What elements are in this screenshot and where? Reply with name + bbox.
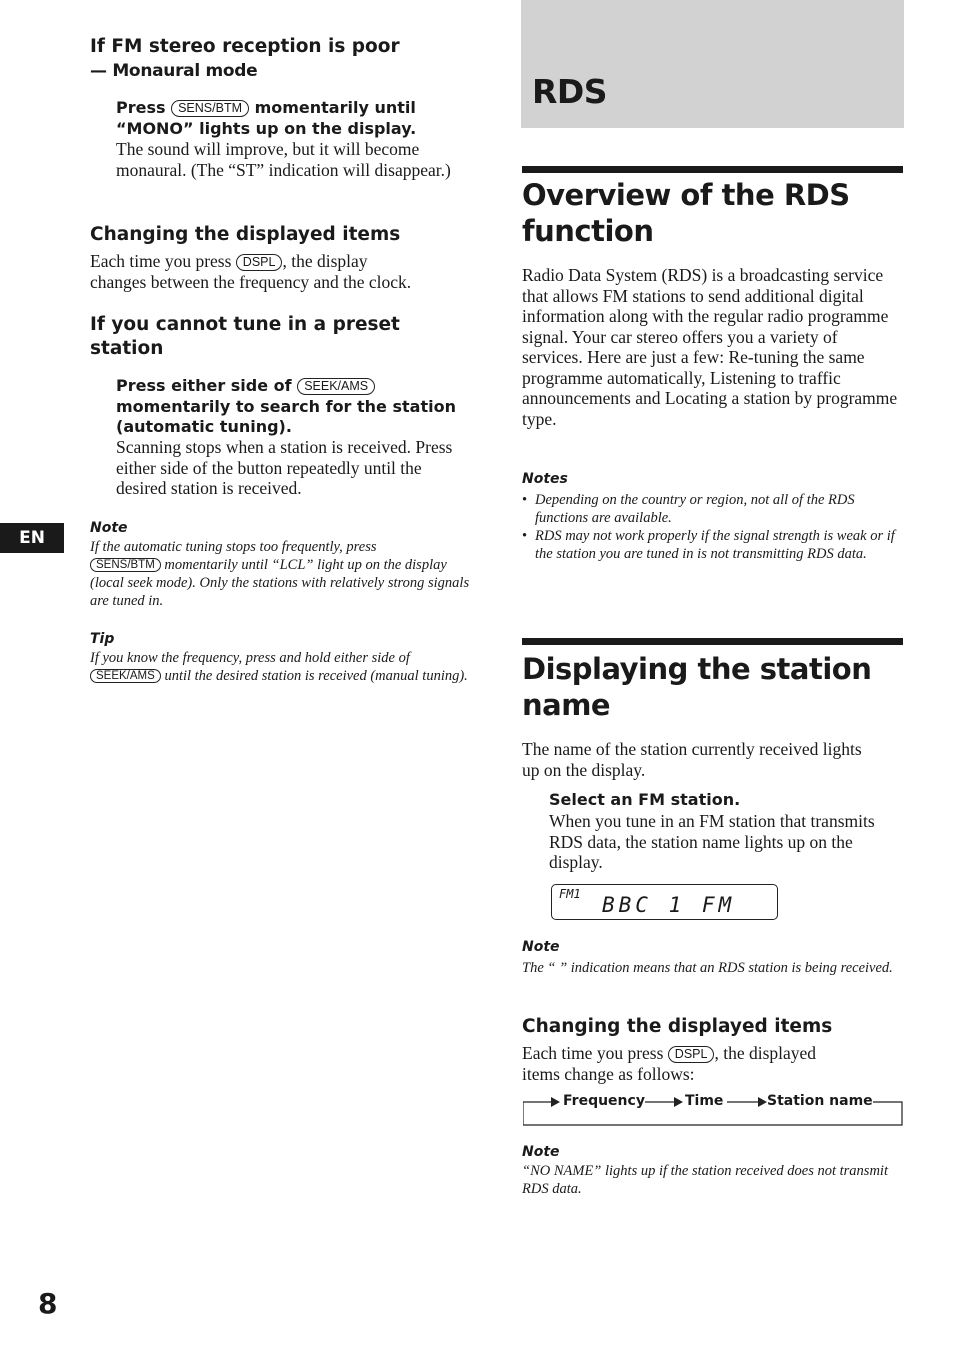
body-text: , the display (282, 251, 368, 271)
monaural-body: The sound will improve, but it will become monaural. (The “ST” indication will disappear.) (116, 139, 451, 180)
seek-ams-button: SEEK/AMS (297, 378, 375, 395)
changing-body-right (522, 1043, 902, 1084)
overview-body: Radio Data System (RDS) is a broadcasting service that allows FM stations to send additional digital information along with the regular radio programme signal. Your car stereo offers you a variety of services. Here are just a few: Re-tuning the same programme automatically, Listening to traffic announcements and Locating a station by programme type. (522, 265, 898, 429)
note-item: • RDS may not work properly if the signal strength is weak or if the station you are tuned in is not transmitting RDS data. (522, 528, 895, 562)
note-text: display (local seek mode). Only the stations with relatively strong signals are tuned in. (90, 557, 470, 609)
overview-rule (522, 166, 903, 173)
note-label-left: Note (90, 520, 128, 536)
monaural-step (116, 98, 466, 139)
display-cycle-diagram (523, 1090, 903, 1126)
lcd-display (551, 884, 778, 920)
tip-text (90, 649, 470, 685)
cycle-item-station-name: Station name (767, 1093, 873, 1109)
step-text: momentarily until (254, 98, 416, 117)
note-text: until the desired station is received (manual tuning). (164, 668, 468, 684)
overview-heading: Overview of the RDS function (522, 178, 850, 248)
station-note-label: Note (522, 939, 560, 955)
side-tab: EN (0, 523, 64, 553)
note-text: If the automatic tuning stops too frequently, press (90, 539, 377, 555)
station-name-rule (522, 638, 903, 645)
step-text: Press (116, 98, 166, 117)
changing-heading-right: Changing the displayed items (522, 1016, 833, 1037)
sens-btm-button: SENS/BTM (171, 100, 249, 117)
station-step: Select an FM station. (549, 790, 741, 809)
step-text: Press either side of (116, 376, 292, 395)
body-text: Each time you press (522, 1043, 664, 1063)
changing-body-left (90, 251, 470, 292)
preset-body: Scanning stops when a station is received. Press either side of the button repeatedly until the desired station is received. (116, 437, 453, 498)
overview-notes-label: Notes (522, 471, 568, 487)
fm-stereo-heading: If FM stereo reception is poor (90, 36, 400, 57)
changing-note-label: Note (522, 1144, 560, 1160)
body-text: items change as follows: (522, 1063, 695, 1084)
note-text: momentarily until “LCL” light up on the (164, 557, 402, 573)
changing-note-text: “NO NAME” lights up if the station received does not transmit RDS data. (522, 1163, 888, 1197)
fm-stereo-subheading: — Monaural mode (90, 61, 258, 81)
page-number: 8 (38, 1287, 58, 1320)
station-note-text: The “ ” indication means that an RDS station is being received. (522, 960, 893, 976)
cycle-item-time: Time (685, 1093, 724, 1109)
body-text: changes between the frequency and the clock. (90, 271, 412, 292)
preset-step (116, 376, 456, 438)
station-name-body: The name of the station currently received lights up on the display. (522, 739, 862, 780)
body-text: Each time you press (90, 251, 232, 271)
dspl-button: DSPL (668, 1046, 715, 1063)
step-text: “MONO” lights up on the display. (116, 118, 417, 138)
tip-label: Tip (90, 631, 115, 647)
changing-heading-left: Changing the displayed items (90, 224, 401, 245)
overview-notes (522, 491, 897, 563)
seek-ams-button: SEEK/AMS (90, 669, 161, 683)
body-text: , the displayed (714, 1043, 817, 1063)
sens-btm-button: SENS/BTM (90, 558, 161, 572)
preset-heading: If you cannot tune in a preset station (90, 314, 400, 359)
lcd-station-name: BBC 1 FM (602, 893, 736, 917)
step-text: momentarily to search for the station (automatic tuning). (116, 396, 456, 436)
cycle-item-frequency: Frequency (563, 1093, 645, 1109)
note-text: If you know the frequency, press and hold either side of (90, 650, 410, 666)
section-title-band (521, 0, 904, 128)
note-text-left (90, 538, 470, 610)
note-item: • Depending on the country or region, not all of the RDS functions are available. (522, 492, 855, 526)
station-step-body: When you tune in an FM station that transmits RDS data, the station name lights up on the display. (549, 811, 875, 872)
section-title: RDS (532, 72, 608, 111)
station-name-heading: Displaying the station name (522, 652, 872, 722)
dspl-button: DSPL (236, 254, 283, 271)
lcd-band: FM1 (559, 887, 581, 901)
